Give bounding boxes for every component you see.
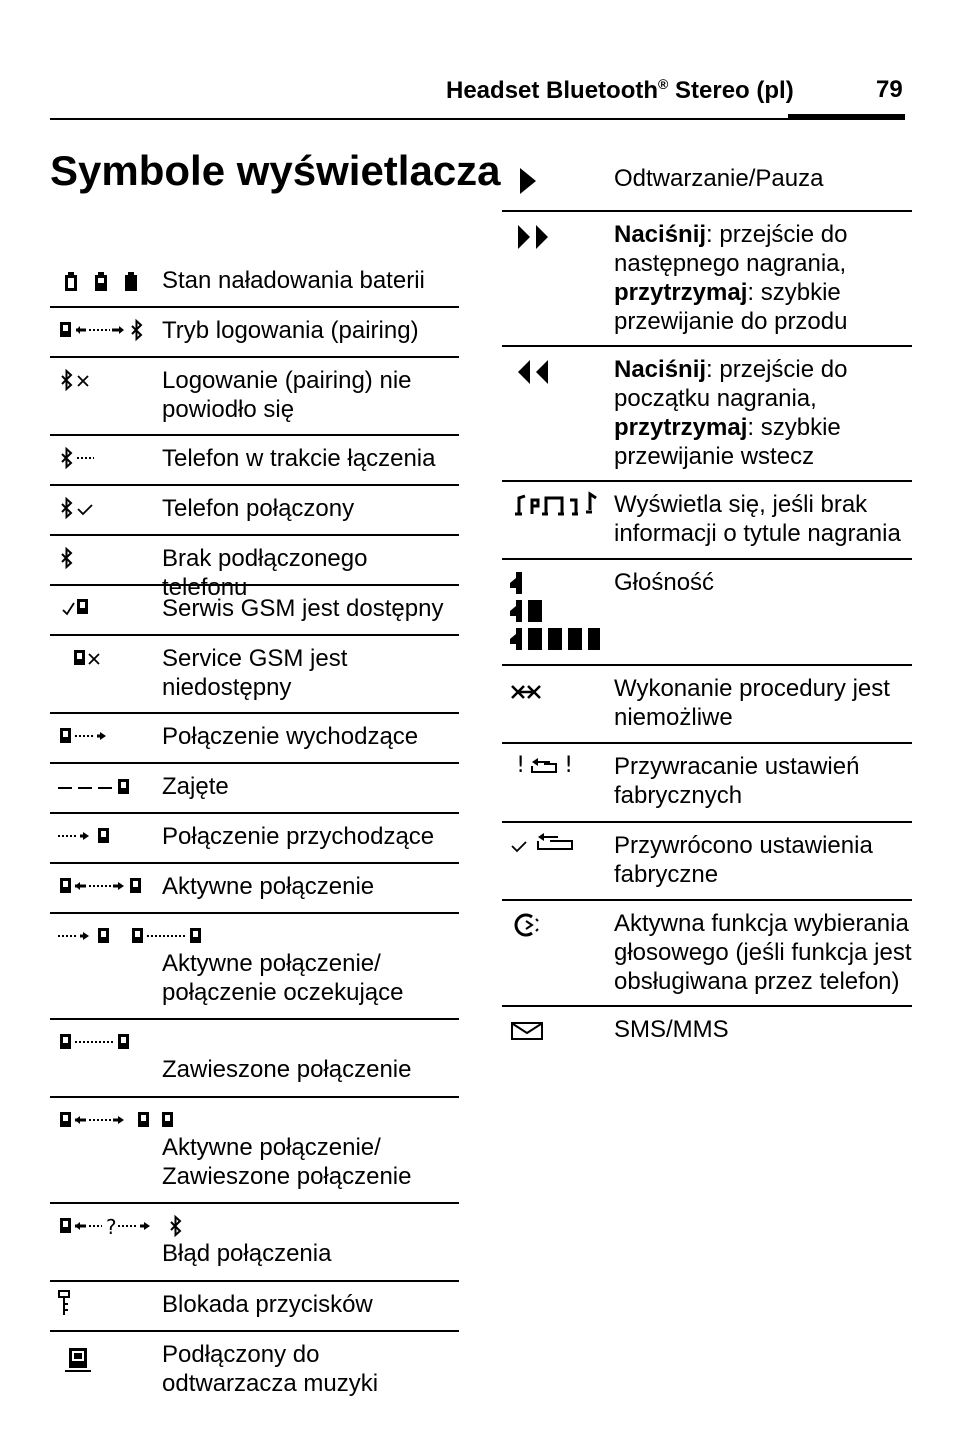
symbol-description: Odtwarzanie/Pauza xyxy=(614,165,824,192)
symbol-row xyxy=(50,308,459,358)
symbol-row xyxy=(502,1007,912,1057)
symbol-row xyxy=(50,1204,459,1282)
header-rule xyxy=(50,118,905,120)
busy-icon xyxy=(58,772,138,798)
symbol-description: Głośność xyxy=(614,569,715,596)
fast-forward-icon xyxy=(510,220,550,250)
symbol-row xyxy=(502,212,912,347)
symbol-description: SMS/MMS xyxy=(614,1016,729,1043)
left-symbol-table xyxy=(50,258,459,1404)
symbol-description: Tryb logowania (pairing) xyxy=(162,317,419,344)
symbol-description: Zajęte xyxy=(162,773,229,800)
call-error-icon xyxy=(58,1212,198,1238)
symbol-description: Podłączony do odtwarzacza muzyki xyxy=(162,1341,379,1397)
symbol-row xyxy=(50,764,459,814)
symbol-description: Naciśnij: przejście do następnego nagrania, przytrzymaj: szybkie przewijanie do przodu xyxy=(614,221,848,335)
symbol-row xyxy=(50,586,459,636)
symbol-row xyxy=(502,666,912,744)
no-title-icon xyxy=(510,490,600,520)
symbol-description: Zawieszone połączenie xyxy=(162,1056,412,1083)
symbol-row xyxy=(50,1098,459,1204)
held-call-icon xyxy=(58,1028,138,1054)
symbol-description: Stan naładowania baterii xyxy=(162,267,425,294)
symbol-description: Blokada przycisków xyxy=(162,1291,373,1318)
symbol-row xyxy=(502,901,912,1007)
symbol-description: Przywracanie ustawień fabrycznych xyxy=(614,753,860,809)
symbol-row xyxy=(50,1332,459,1404)
gsm-available-icon xyxy=(58,594,98,620)
symbol-description: Brak podłączonego telefonu xyxy=(162,545,368,601)
right-symbol-table xyxy=(502,156,912,1057)
symbol-row xyxy=(50,358,459,436)
symbol-row xyxy=(50,864,459,914)
bluetooth-icon xyxy=(58,544,78,570)
battery-icon xyxy=(58,266,138,292)
sms-mms-icon xyxy=(510,1015,550,1045)
symbol-description: Aktywne połączenie/ Zawieszone połączenie xyxy=(162,1134,412,1190)
symbol-description: Wykonanie procedury jest niemożliwe xyxy=(614,675,890,731)
symbol-row xyxy=(502,744,912,823)
voice-dial-icon xyxy=(510,909,550,939)
active-call-icon xyxy=(58,872,148,898)
page-header xyxy=(50,72,905,120)
symbol-description: Telefon połączony xyxy=(162,495,355,522)
symbol-description: Połączenie przychodzące xyxy=(162,823,435,850)
factory-restored-icon xyxy=(510,831,580,861)
rewind-icon xyxy=(510,355,550,385)
active-held-call-icon xyxy=(58,1106,188,1132)
symbol-row xyxy=(502,156,912,212)
gsm-unavailable-icon xyxy=(58,644,118,670)
volume-icon xyxy=(510,568,600,652)
symbol-description: Wyświetla się, jeśli brak informacji o tytule nagrania xyxy=(614,491,901,547)
symbol-row xyxy=(50,1020,459,1098)
symbol-description: Aktywna funkcja wybierania głosowego (jeśli funkcja jest obsługiwana przez telefon) xyxy=(614,910,912,995)
play-pause-icon xyxy=(510,164,550,194)
pairing-icon xyxy=(58,316,148,342)
symbol-description: Telefon w trakcie łączenia xyxy=(162,445,436,472)
symbol-description: Serwis GSM jest dostępny xyxy=(162,595,444,622)
phone-connected-icon xyxy=(58,494,98,520)
symbol-row xyxy=(50,1282,459,1332)
header-title: Headset Bluetooth® Stereo (pl) xyxy=(446,76,794,104)
music-player-icon xyxy=(58,1340,88,1374)
symbol-row xyxy=(502,560,912,666)
symbol-row xyxy=(50,486,459,536)
header-page-tab xyxy=(788,114,905,119)
symbol-row xyxy=(50,636,459,714)
symbol-description: Naciśnij: przejście do początku nagrania, przytrzymaj: szybkie przewijanie wstecz xyxy=(614,356,848,470)
symbol-row xyxy=(50,436,459,486)
page-number: 79 xyxy=(876,76,903,103)
not-possible-icon xyxy=(510,674,550,704)
factory-reset-icon xyxy=(510,752,580,782)
svg-text:?: ? xyxy=(105,1215,118,1239)
symbol-row xyxy=(502,823,912,901)
phone-connecting-icon xyxy=(58,444,98,470)
outgoing-call-icon xyxy=(58,722,118,748)
symbol-row xyxy=(50,914,459,1020)
symbol-row xyxy=(50,258,459,308)
symbol-description: Przywrócono ustawienia fabryczne xyxy=(614,832,873,888)
page-title: Symbole wyświetlacza xyxy=(50,147,501,194)
pairing-failed-icon xyxy=(58,366,98,392)
symbol-row xyxy=(502,482,912,560)
key-lock-icon xyxy=(58,1290,78,1320)
symbol-description: Połączenie wychodzące xyxy=(162,723,419,750)
symbol-row xyxy=(50,714,459,764)
symbol-row xyxy=(50,814,459,864)
symbol-description: Aktywne połączenie/ połączenie oczekujące xyxy=(162,950,404,1006)
symbol-description: Service GSM jest niedostępny xyxy=(162,645,348,701)
svg-text:!: ! xyxy=(562,753,576,778)
symbol-row xyxy=(502,347,912,482)
symbol-description: Aktywne połączenie xyxy=(162,873,375,900)
svg-text:!: ! xyxy=(514,753,528,778)
active-waiting-call-icon xyxy=(58,922,218,948)
symbol-description: Błąd połączenia xyxy=(162,1240,332,1267)
incoming-call-icon xyxy=(58,822,118,848)
symbol-description: Logowanie (pairing) nie powiodło się xyxy=(162,367,412,423)
symbol-row xyxy=(50,536,459,601)
